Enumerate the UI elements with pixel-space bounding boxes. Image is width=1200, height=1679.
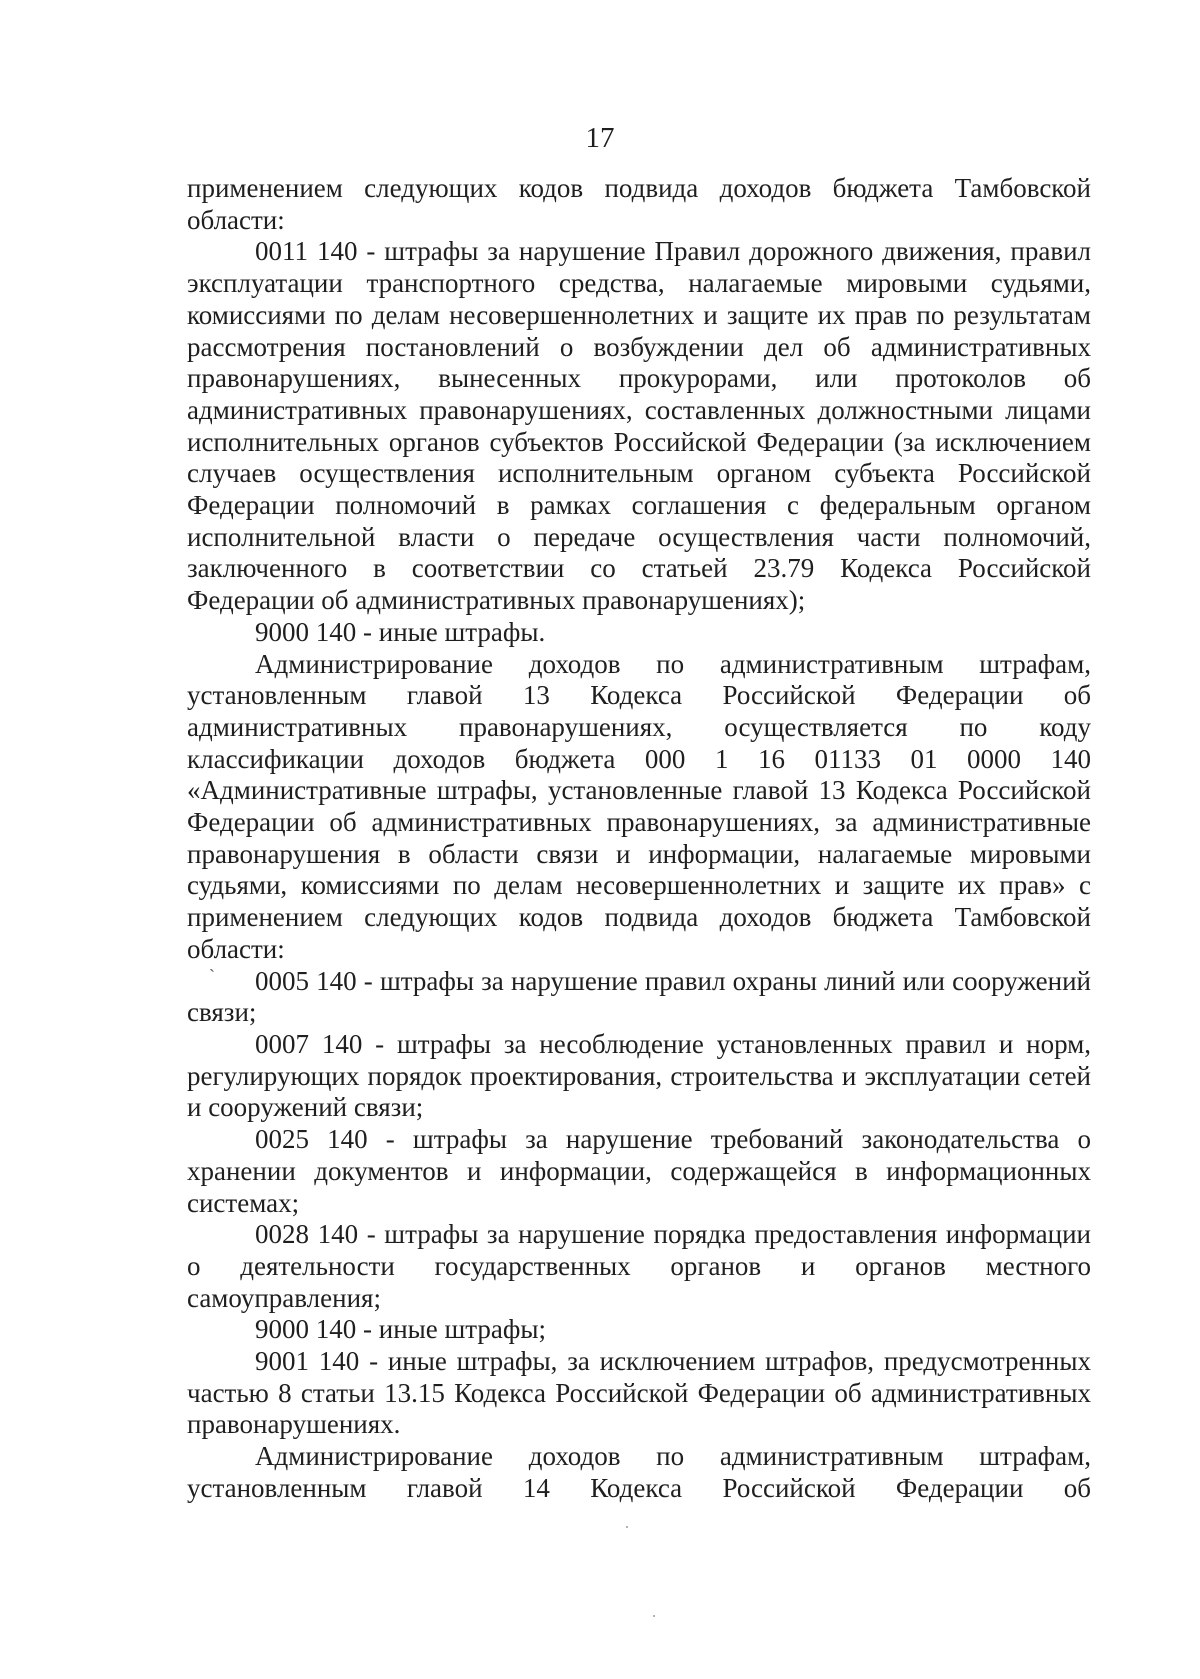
paragraph-code-9001: 9001 140 - иные штрафы, за исключением штрафов, предусмотренных частью 8 статьи 13.15 Кодекса Российской Федерации об административных правонарушениях. bbox=[187, 1346, 1091, 1440]
paragraph-code-9000: 9000 140 - иные штрафы. bbox=[255, 616, 546, 647]
paragraph-code-9000-second: 9000 140 - иные штрафы; bbox=[255, 1314, 547, 1345]
document-body bbox=[187, 173, 1091, 1505]
paragraph-code-0005: 0005 140 - штрафы за нарушение правил охраны линий или сооружений связи; bbox=[187, 965, 1091, 1028]
paragraph-administration-chapter-14: Администрирование доходов по административным штрафам, установленным главой 14 Кодекса Российской Федерации об bbox=[187, 1441, 1091, 1503]
paragraph-administration-chapter-13: Администрирование доходов по административным штрафам, установленным главой 13 Кодекса Российской Федерации об административных правонарушениях, осуществляется по коду классификации доходов бюджета 000 1 16 01133 01 0000 140 «Административные штрафы, установленные главой 13 Кодекса Российской Федерации об административных правонарушениях, за административные правонарушения в области связи и информации, налагаемые мировыми судьями, комиссиями по делам несовершеннолетних и защите их прав» с применением следующих кодов подвида доходов бюджета Тамбовской области: bbox=[187, 648, 1091, 964]
paragraph-code-0028: 0028 140 - штрафы за нарушение порядка предоставления информации о деятельности государственных органов и органов местного самоуправления; bbox=[187, 1219, 1091, 1313]
paragraph-code-0007: 0007 140 - штрафы за несоблюдение установленных правил и норм, регулирующих порядок проектирования, строительства и эксплуатации сетей и сооружений связи; bbox=[187, 1028, 1091, 1123]
page-number: 17 bbox=[585, 122, 615, 154]
scan-artifact-mark: ˋ bbox=[209, 966, 215, 986]
scan-speck bbox=[653, 1615, 655, 1617]
scan-speck bbox=[626, 1526, 628, 1528]
paragraph-continuation: применением следующих кодов подвида доходов бюджета Тамбовской области: bbox=[187, 173, 1091, 235]
paragraph-code-0011: 0011 140 - штрафы за нарушение Правил дорожного движения, правил эксплуатации транспортного средства, налагаемые мировыми судьями, комиссиями по делам несовершеннолетних и защите их прав по результатам рассмотрения постановлений о возбуждении дел об административных правонарушениях, вынесенных прокурорами, или протоколов об административных правонарушениях, составленных должностными лицами исполнительных органов субъектов Российской Федерации (за исключением случаев осуществления исполнительным органом субъекта Российской Федерации полномочий в рамках соглашения с федеральным органом исполнительной власти о передаче осуществления части полномочий, заключенного в соответствии со статьей 23.79 Кодекса Российской Федерации об административных правонарушениях); bbox=[187, 236, 1091, 616]
paragraph-code-0025: 0025 140 - штрафы за нарушение требований законодательства о хранении документов и информации, содержащейся в информационных системах; bbox=[187, 1124, 1091, 1218]
